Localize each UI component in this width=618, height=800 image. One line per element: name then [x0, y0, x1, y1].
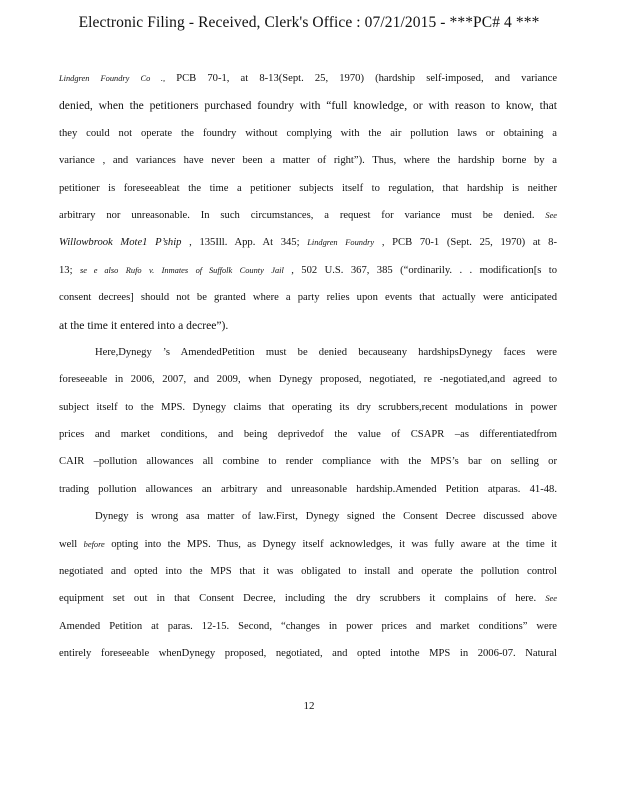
text-line: [59, 229, 557, 256]
text-line: [59, 394, 557, 421]
line-text: opting into the MPS. Thus, as Dynegy itself acknowledges, it was fully aware at the time it: [111, 538, 557, 550]
text-line: [59, 613, 557, 640]
line-text: at the time it entered into a decree”).: [59, 318, 229, 332]
text-line: [59, 476, 557, 503]
text-line: [59, 65, 557, 92]
citation-text: Lindgren: [59, 74, 90, 83]
citation-text: Lindgren: [307, 238, 338, 248]
line-text: consent decrees] should not be granted where a party relies upon events that actually were anticipated: [59, 292, 557, 304]
line-text: entirely foreseeable whenDynegy proposed, negotiated, and opted intothe MPS in 2006-07. Natural: [59, 648, 557, 660]
text-line: [59, 120, 557, 147]
body-text: [59, 65, 557, 668]
text-line: [59, 503, 557, 530]
text-line: [59, 147, 557, 174]
citation-text: Co .,: [140, 74, 166, 83]
line-text: Amended Petition at paras. 12-15. Second, “changes in power prices and market conditions” were: [59, 620, 557, 632]
citation-text: se e also: [79, 265, 119, 275]
text-line: [59, 175, 557, 202]
citation-text: before: [83, 539, 105, 549]
line-text: subject itself to the MPS. Dynegy claims that operating its dry scrubbers,recent modulations in power: [59, 401, 557, 413]
line-text: they could not operate the foundry without complying with the air pollution laws or obtaining a: [59, 127, 557, 139]
text-line: [59, 312, 557, 339]
line-text: 13;: [59, 264, 73, 276]
line-text: negotiated and opted into the MPS that it was obligated to install and operate the pollution control: [59, 566, 557, 578]
citation-text: of Suffolk: [195, 265, 233, 275]
citation-text: v.: [149, 265, 155, 275]
line-text: well: [59, 538, 78, 550]
filing-header: Electronic Filing - Received, Clerk's Office : 07/21/2015 - ***PC# 4 ***: [78, 14, 540, 31]
citation-text: Jail: [271, 265, 284, 275]
text-line: [59, 257, 557, 284]
citation-text: Rufo: [125, 265, 142, 275]
text-line: [59, 202, 557, 229]
citation-text: Inmates: [161, 265, 189, 275]
line-text: foreseeable in 2006, 2007, and 2009, when Dynegy proposed, negotiated, re -negotiated,and agreed to: [59, 374, 557, 386]
text-line: [59, 640, 557, 667]
citation-text: See: [545, 594, 557, 604]
line-text: , 502 U.S. 367, 385 (“ordinarily. . . modification[s to: [291, 264, 558, 276]
text-line: [59, 284, 557, 311]
text-line: [59, 448, 557, 475]
citation-text: County: [239, 265, 264, 275]
line-text: trading pollution allowances an arbitrary and unreasonable hardship.Amended Petition atparas. 41-48.: [59, 483, 557, 495]
text-line: [59, 339, 557, 366]
line-text: , PCB 70-1 (Sept. 25, 1970) at 8-: [381, 237, 557, 249]
citation-text: Willowbrook Mote1 P’ship: [59, 237, 182, 249]
text-line: [59, 531, 557, 558]
text-line: [59, 92, 557, 119]
citation-text: Foundry: [345, 238, 375, 248]
line-text: denied, when the petitioners purchased foundry with “full knowledge, or with reason to know, that: [59, 99, 557, 113]
text-line: [59, 421, 557, 448]
text-line: [59, 558, 557, 585]
line-text: Here,Dynegy ’s AmendedPetition must be denied becauseany hardshipsDynegy faces were: [95, 346, 557, 358]
line-text: prices and market conditions, and being deprivedof the value of CSAPR –as differentiatedfrom: [59, 429, 557, 441]
text-line: [59, 585, 557, 612]
line-text: equipment set out in that Consent Decree, including the dry scrubbers it complains of here.: [59, 593, 537, 605]
line-text: , 135Ill. App. At 345;: [189, 237, 300, 249]
line-text: petitioner is foreseeableat the time a petitioner subjects itself to regulation, that hardship is neither: [59, 182, 557, 194]
line-text: arbitrary nor unreasonable. In such circumstances, a request for variance must be denied.: [59, 209, 535, 221]
line-text: Dynegy is wrong asa matter of law.First, Dynegy signed the Consent Decree discussed above: [95, 511, 557, 523]
line-text: variance , and variances have never been a matter of right”). Thus, where the hardship borne by a: [59, 155, 557, 167]
page-number: 12: [303, 700, 315, 712]
line-text: CAIR –pollution allowances all combine to render compliance with the MPS’s bar on selling or: [59, 456, 557, 468]
text-line: [59, 366, 557, 393]
citation-text: Foundry: [100, 74, 130, 83]
citation-text: See: [545, 210, 557, 220]
line-text: PCB 70-1, at 8-13(Sept. 25, 1970) (hardship self-imposed, and variance: [176, 73, 558, 84]
